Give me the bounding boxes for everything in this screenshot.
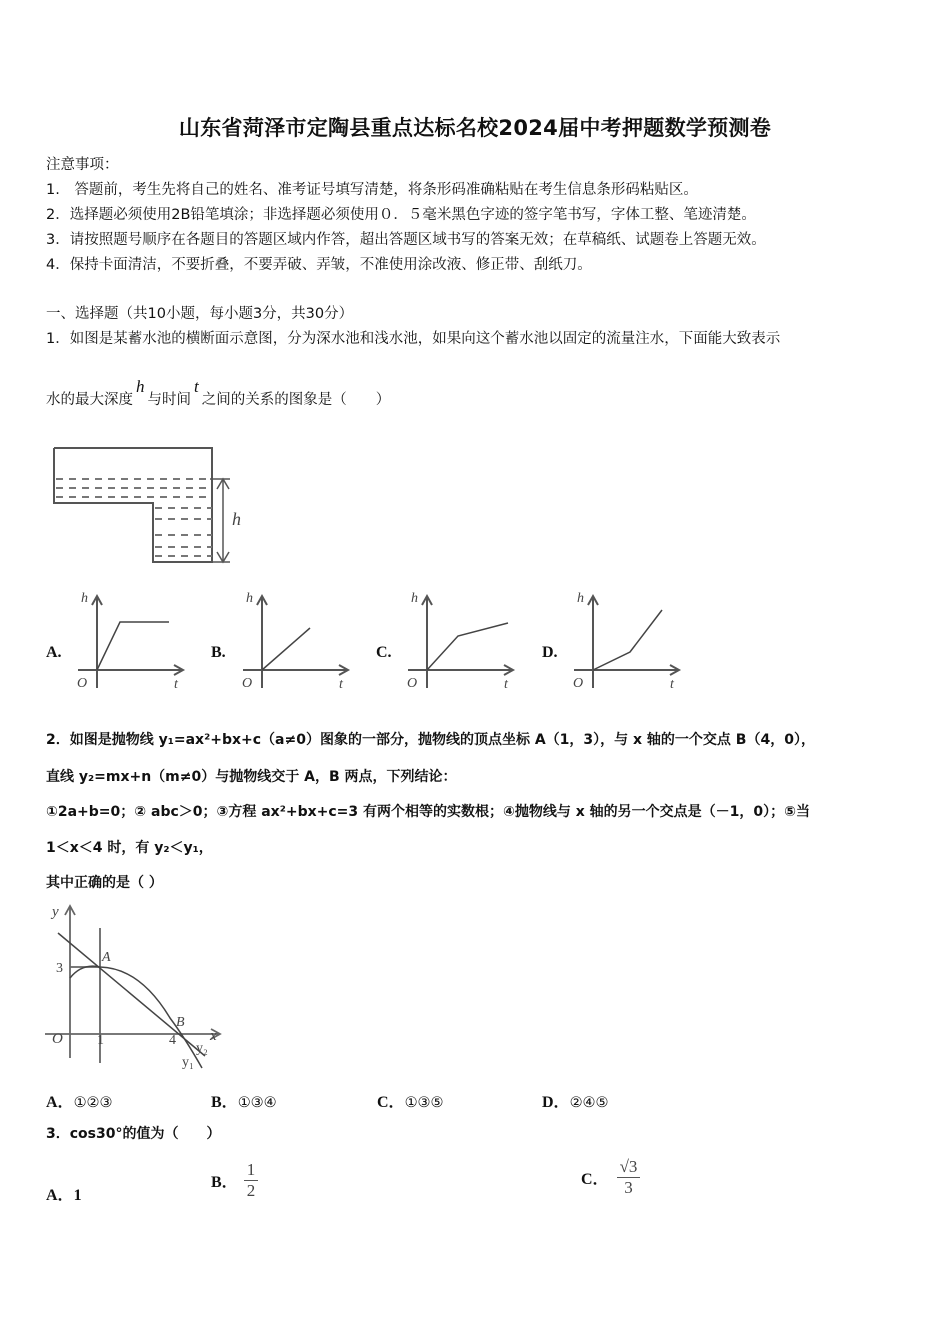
var-h: h: [136, 377, 145, 396]
section-heading: 一、选择题（共10小题，每小题3分，共30分）: [46, 306, 354, 322]
notice-item-4: 4．保持卡面清洁，不要折叠，不要弄破、弄皱，不准使用涂改液、修正带、刮纸刀。: [46, 257, 592, 273]
parabola-line-figure: [40, 898, 230, 1078]
q3-option-c[interactable]: [581, 1157, 640, 1198]
axis-label-h: h: [81, 591, 88, 606]
axis-label-t: t: [504, 677, 508, 692]
option-label: C．: [581, 1171, 609, 1188]
notice-item-1: 1. 答题前，考生先将自己的姓名、准考证号填写清楚，将条形码准确粘贴在考生信息条形码粘贴区。: [46, 182, 698, 198]
axis-label-h: h: [577, 591, 584, 606]
point-b-label: B: [176, 1015, 185, 1030]
point-a-label: A: [102, 950, 111, 965]
option-label: D．: [542, 1094, 570, 1111]
q3-option-a[interactable]: [46, 1182, 82, 1205]
document-title: 山东省菏泽市定陶县重点达标名校2024届中考押题数学预测卷: [178, 116, 772, 140]
notice-item-3: 3．请按照题号顺序在各题目的答题区域内作答，超出答题区域书写的答案无效；在草稿纸、试题卷上答题无效。: [46, 232, 766, 248]
q2-stem-line4: 1＜x＜4 时，有 y₂＜y₁，: [46, 840, 213, 856]
fraction-denominator: 2: [246, 1181, 256, 1200]
axis-label-t: t: [339, 677, 343, 692]
q2-option-a[interactable]: [46, 1089, 113, 1112]
reservoir-cross-section-figure: [40, 435, 260, 575]
axis-label-t: t: [670, 677, 674, 692]
axis-label-y: y: [52, 904, 59, 920]
q2-option-c[interactable]: [377, 1089, 444, 1112]
q1-text-c: 之间的关系的图象是（ ）: [201, 392, 391, 408]
figure-label-h: h: [232, 509, 241, 529]
q2-stem-line1: 2．如图是抛物线 y₁=ax²+bx+c（a≠0）图象的一部分，抛物线的顶点坐标 A（1，3），与 x 轴的一个交点 B（4，0），: [46, 732, 815, 748]
fraction-sqrt3-over-3: [617, 1157, 641, 1198]
q1-text-a: 水的最大深度: [46, 392, 133, 408]
q1-option-c-graph[interactable]: [400, 588, 520, 693]
option-text: ②④⑤: [569, 1095, 609, 1111]
fraction-numerator: √3: [617, 1157, 641, 1178]
option-label: A．: [46, 1187, 74, 1204]
fraction-one-half: [244, 1160, 259, 1201]
fraction-numerator: 1: [244, 1160, 259, 1181]
axis-label-x: x: [210, 1028, 217, 1044]
q2-stem-line5: 其中正确的是（ ）: [46, 875, 163, 891]
q1-stem-line1: 1．如图是某蓄水池的横断面示意图，分为深水池和浅水池，如果向这个蓄水池以固定的流量注水，下面能大致表示: [46, 331, 781, 347]
option-label: A．: [46, 1094, 74, 1111]
option-label: B．: [211, 1174, 238, 1191]
option-text: ①②③: [73, 1095, 113, 1111]
curve-y2-label: y₂: [196, 1041, 208, 1056]
q3-stem: 3．cos30°的值为（ ）: [46, 1126, 221, 1142]
tick-x-1: 1: [97, 1033, 104, 1048]
curve-y1-label: y₁: [182, 1055, 194, 1070]
origin-label: O: [242, 676, 253, 691]
axis-label-h: h: [411, 591, 418, 606]
q1-option-b-label[interactable]: B.: [211, 644, 226, 661]
q1-option-d-graph[interactable]: [566, 588, 686, 693]
option-label: B．: [211, 1094, 238, 1111]
option-text: 1: [73, 1187, 82, 1204]
axis-label-t: t: [174, 677, 178, 692]
var-t: t: [194, 377, 199, 396]
q1-option-d-label[interactable]: D.: [542, 644, 558, 661]
origin-label: O: [52, 1031, 63, 1047]
notice-item-2: 2．选择题必须使用2B铅笔填涂；非选择题必须使用０．５毫米黑色字迹的签字笔书写，字体工整、笔迹清楚。: [46, 207, 756, 223]
q2-option-d[interactable]: [542, 1089, 609, 1112]
q2-stem-line2: 直线 y₂=mx+n（m≠0）与抛物线交于 A，B 两点，下列结论：: [46, 769, 457, 785]
q3-option-b[interactable]: [211, 1160, 258, 1201]
fraction-denominator: 3: [624, 1178, 633, 1197]
origin-label: O: [573, 676, 584, 691]
q1-stem-line2: [46, 377, 391, 409]
q1-option-b-graph[interactable]: [235, 588, 355, 693]
q1-option-a-label[interactable]: A.: [46, 644, 62, 661]
origin-label: O: [77, 676, 88, 691]
option-label: C．: [377, 1094, 405, 1111]
q2-option-b[interactable]: [211, 1089, 277, 1112]
q1-option-c-label[interactable]: C.: [376, 644, 392, 661]
tick-y-3: 3: [56, 961, 63, 976]
q2-stem-line3: ①2a+b=0；② abc＞0；③方程 ax²+bx+c=3 有两个相等的实数根；④抛物线与 x 轴的另一个交点是（－1，0）；⑤当: [46, 804, 810, 820]
tick-x-4: 4: [169, 1033, 176, 1048]
q1-text-b: 与时间: [147, 392, 191, 408]
q1-option-a-graph[interactable]: [70, 588, 190, 693]
axis-label-h: h: [246, 591, 253, 606]
option-text: ①③④: [237, 1095, 277, 1111]
origin-label: O: [407, 676, 418, 691]
notice-heading: 注意事项：: [46, 157, 119, 173]
option-text: ①③⑤: [404, 1095, 444, 1111]
